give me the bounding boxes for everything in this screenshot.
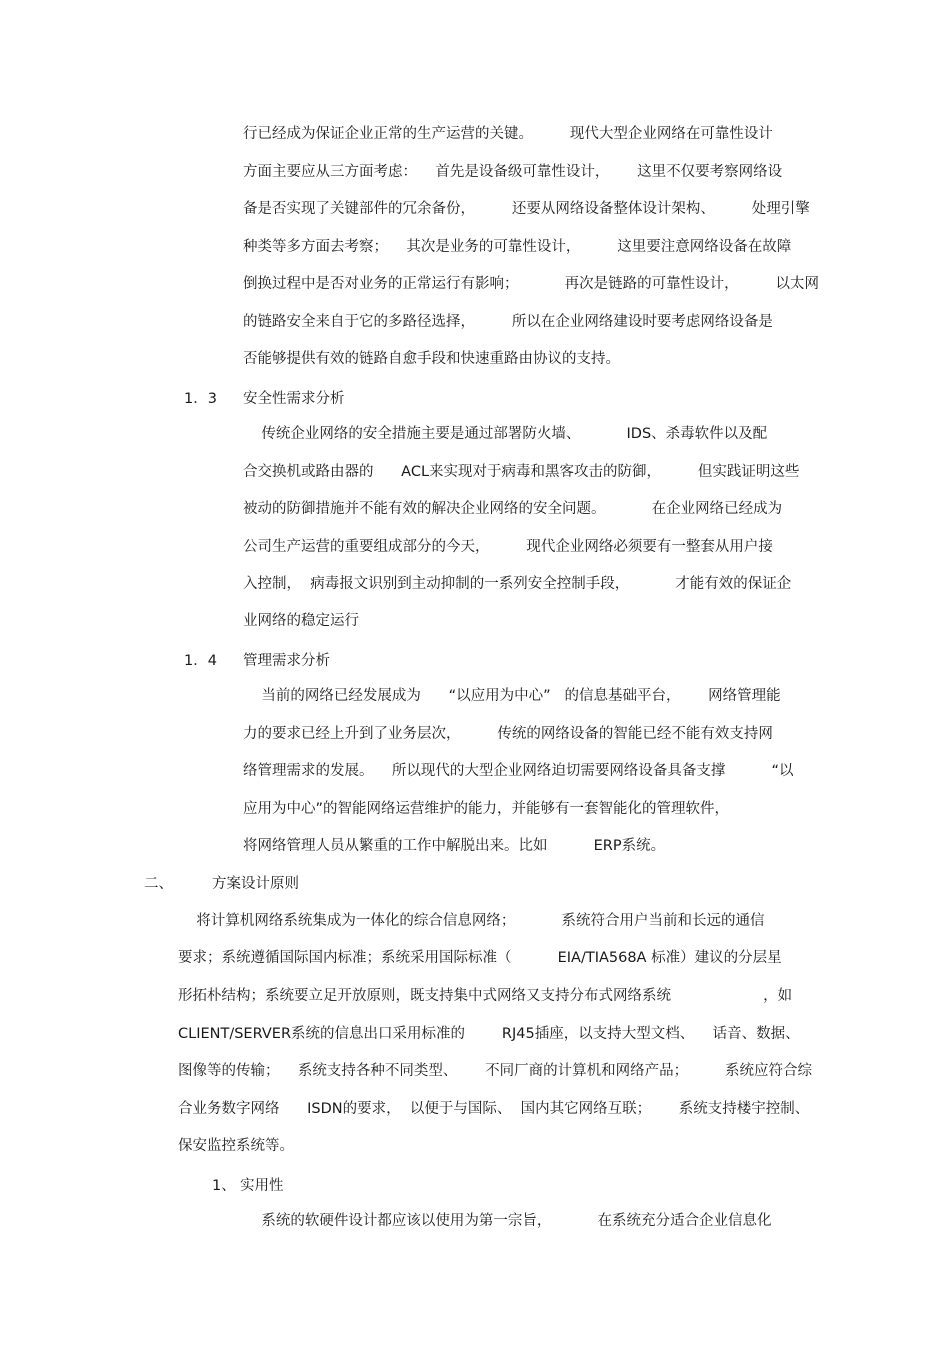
section-number: 1．3: [184, 391, 217, 407]
paragraph-line: 公司生产运营的重要组成部分的今天， 现代企业网络必须要有一整套从用户接: [243, 539, 773, 555]
paragraph-line: 力的要求已经上升到了业务层次， 传统的网络设备的智能已经不能有效支持网: [243, 726, 773, 742]
paragraph-line: 当前的网络已经发展成为 “以应用为中心” 的信息基础平台， 网络管理能: [243, 688, 781, 704]
paragraph-line: 络管理需求的发展。 所以现代的大型企业网络迫切需要网络设备具备支撑 “以: [243, 763, 794, 779]
intro-line: 备是否实现了关键部件的冗余备份， 还要从网络设备整体设计架构、 处理引擎: [243, 201, 810, 217]
paragraph-line: 合交换机或路由器的 ACL来实现对于病毒和黑客攻击的防御， 但实践证明这些: [243, 464, 800, 480]
paragraph-line: 入控制， 病毒报文识别到主动抑制的一系列安全控制手段， 才能有效的保证企: [243, 576, 792, 592]
intro-line: 的链路安全来自于它的多路径选择， 所以在企业网络建设时要考虑网络设备是: [243, 314, 773, 330]
intro-line: 方面主要应从三方面考虑： 首先是设备级可靠性设计， 这里不仅要考察网络设: [243, 164, 783, 180]
section-number: 二、: [144, 876, 173, 892]
paragraph-line: 被动的防御措施并不能有效的解决企业网络的安全问题。 在企业网络已经成为: [243, 501, 783, 517]
intro-line: 种类等多方面去考察； 其次是业务的可靠性设计， 这里要注意网络设备在故障: [243, 239, 792, 255]
paragraph-line: 传统企业网络的安全措施主要是通过部署防火墙、 IDS、杀毒软件以及配: [243, 426, 768, 442]
intro-line: 倒换过程中是否对业务的正常运行有影响； 再次是链路的可靠性设计， 以太网: [243, 276, 819, 292]
section-title: 方案设计原则: [212, 876, 299, 892]
paragraph-line: CLIENT/SERVER系统的信息出口采用标准的 RJ45插座，以支持大型文档、 话音、数据、: [178, 1026, 800, 1042]
paragraph-line: 形拓朴结构；系统要立足开放原则，既支持集中式网络又支持分布式网络系统 ，如: [178, 988, 793, 1004]
intro-line: 行已经成为保证企业正常的生产运营的关键。 现代大型企业网络在可靠性设计: [243, 126, 773, 142]
section-title: 管理需求分析: [243, 653, 330, 669]
paragraph-line: 要求；系统遵循国际国内标准；系统采用国际标准（ EIA/TIA568A 标准）建议的分层星: [178, 950, 782, 966]
paragraph-line: 将网络管理人员从繁重的工作中解脱出来。比如 ERP系统。: [243, 838, 666, 854]
section-title: 安全性需求分析: [243, 391, 345, 407]
paragraph-line: 应用为中心”的智能网络运营维护的能力，并能够有一套智能化的管理软件，: [243, 801, 730, 817]
section-number: 1、: [212, 1178, 236, 1194]
paragraph-line: 保安监控系统等。: [178, 1138, 294, 1154]
paragraph-line: 合业务数字网络 ISDN的要求， 以便于与国际、 国内其它网络互联； 系统支持楼宇控制、: [178, 1101, 810, 1117]
paragraph-line: 将计算机网络系统集成为一体化的综合信息网络； 系统符合用户当前和长远的通信: [178, 913, 765, 929]
paragraph-line: 图像等的传输； 系统支持各种不同类型、 不同厂商的计算机和网络产品； 系统应符合综: [178, 1063, 812, 1079]
intro-line: 否能够提供有效的链路自愈手段和快速重路由协议的支持。: [243, 351, 620, 367]
paragraph-line: 系统的软硬件设计都应该以使用为第一宗旨， 在系统充分适合企业信息化: [243, 1213, 772, 1229]
section-number: 1．4: [184, 653, 217, 669]
section-title: 实用性: [240, 1178, 284, 1194]
paragraph-line: 业网络的稳定运行: [243, 613, 359, 629]
